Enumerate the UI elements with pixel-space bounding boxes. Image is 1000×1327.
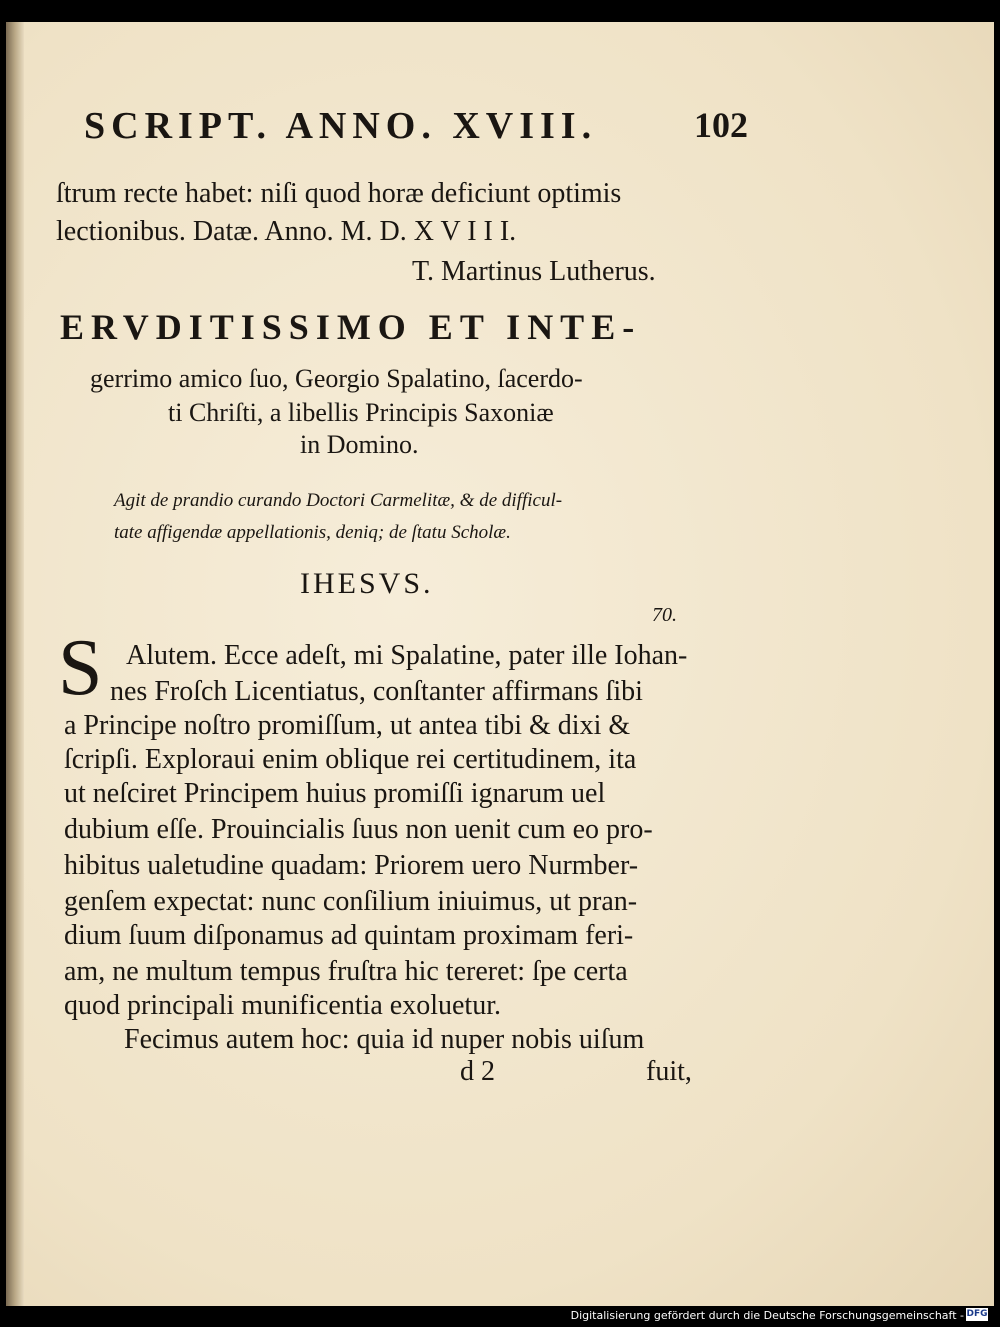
drop-cap: S <box>58 624 103 712</box>
body-line: ſcripſi. Exploraui enim oblique rei certitudinem, ita <box>64 744 637 775</box>
body-line: dubium eſſe. Prouincialis ſuus non uenit cum eo pro- <box>64 814 653 845</box>
invocation-heading: IHESVS. <box>300 567 434 600</box>
letter-signature: T. Martinus Lutherus. <box>412 256 656 287</box>
body-line: Alutem. Ecce adeſt, mi Spalatine, pater ille Iohan- <box>126 640 688 671</box>
body-line: quod principali munificentia exoluetur. <box>64 990 501 1021</box>
text-line: lectionibus. Datæ. Anno. M. D. X V I I I. <box>56 216 517 247</box>
catchword: fuit, <box>646 1056 692 1087</box>
address-line: gerrimo amico ſuo, Georgio Spalatino, ſacerdo- <box>90 364 583 393</box>
running-title: SCRIPT. ANNO. XVIII. <box>84 105 598 147</box>
body-line: a Principe noſtro promiſſum, ut antea tibi & dixi & <box>64 710 631 741</box>
summary-line: tate affigendæ appellationis, deniq; de ſtatu Scholæ. <box>114 522 511 543</box>
summary-line: Agit de prandio curando Doctori Carmelitæ, & de difficul- <box>114 490 563 511</box>
address-line: ti Chriſti, a libellis Principis Saxoniæ <box>168 398 554 427</box>
body-line: hibitus ualetudine quadam: Priorem uero Nurmber- <box>64 850 639 881</box>
address-line: in Domino. <box>300 430 419 459</box>
signature-mark: d 2 <box>460 1056 495 1087</box>
body-line: am, ne multum tempus fruſtra hic tereret: ſpe certa <box>64 956 628 987</box>
page-binding-edge <box>6 22 24 1306</box>
dfg-logo: DFG <box>966 1309 988 1319</box>
margin-note: 70. <box>652 604 677 626</box>
body-line: genſem expectat: nunc conſilium iniuimus, ut pran- <box>64 886 638 917</box>
text-line: ſtrum recte habet: niſi quod horæ deficiunt optimis <box>56 178 622 209</box>
body-line: nes Froſch Licentiatus, conſtanter affirmans ſibi <box>110 676 643 707</box>
digitization-credit: Digitalisierung gefördert durch die Deutsche Forschungsgemeinschaft - <box>570 1309 964 1322</box>
body-line: dium ſuum diſponamus ad quintam proximam feri- <box>64 920 634 951</box>
body-line: Fecimus autem hoc: quia id nuper nobis uiſum <box>124 1024 645 1055</box>
address-heading: ERVDITISSIMO ET INTE- <box>60 307 642 347</box>
page-number: 102 <box>694 105 748 145</box>
body-line: ut neſciret Principem huius promiſſi ignarum uel <box>64 778 606 809</box>
